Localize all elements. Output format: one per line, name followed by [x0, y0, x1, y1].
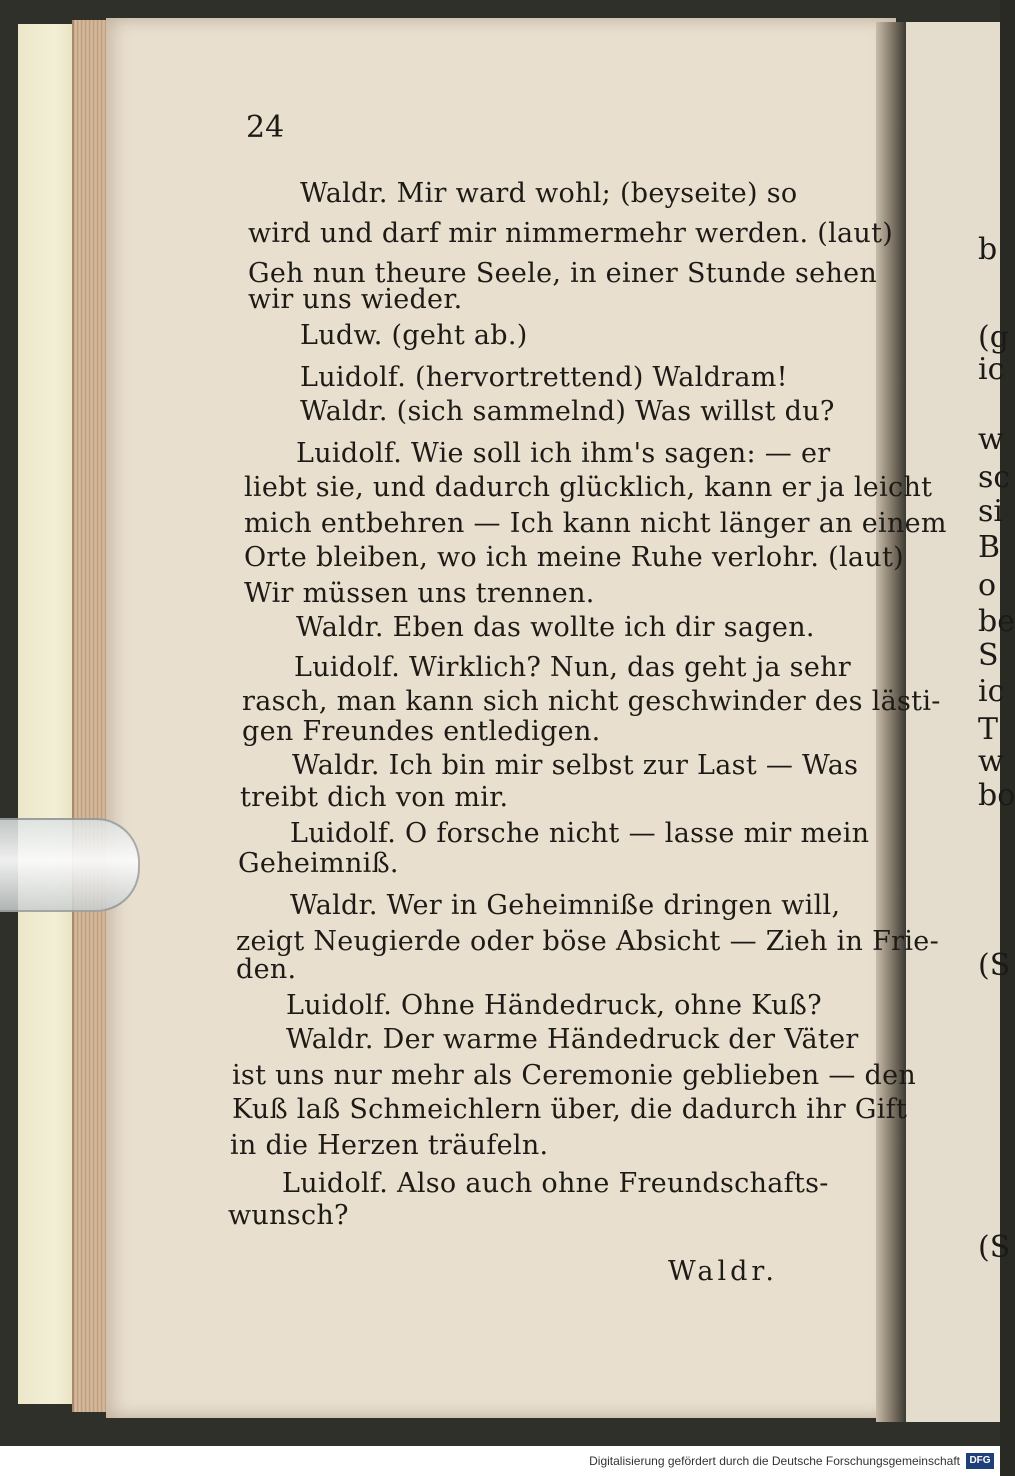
facing-page-fragment: ic: [978, 352, 1005, 387]
facing-page-fragment: T: [978, 712, 999, 747]
facing-page-fragment: sc: [978, 460, 1011, 495]
text-line: Ludw. (geht ab.): [300, 320, 528, 351]
facing-page-fragment: w: [978, 422, 1004, 457]
dfg-logo: DFG: [966, 1453, 994, 1469]
text-line: Luidolf. Ohne Händedruck, ohne Kuß?: [286, 990, 822, 1021]
text-line: zeigt Neugierde oder böse Absicht — Zieh in Frie-: [236, 926, 939, 957]
footer-bar: [0, 1446, 1000, 1476]
text-line: Waldr. Eben das wollte ich dir sagen.: [296, 612, 815, 643]
text-line: liebt sie, und dadurch glücklich, kann er ja leicht: [244, 472, 933, 503]
facing-page-fragment: be: [978, 604, 1015, 639]
text-line: Waldr. Wer in Geheimniße dringen will,: [290, 890, 841, 921]
text-line: wunsch?: [228, 1200, 349, 1231]
facing-page-fragment: S: [978, 638, 999, 673]
page-number: 24: [246, 110, 285, 145]
text-line: Luidolf. Also auch ohne Freundschafts-: [282, 1168, 829, 1199]
catchword: Waldr.: [668, 1256, 778, 1287]
text-line: den.: [236, 954, 297, 985]
text-line: Geh nun theure Seele, in einer Stunde sehen: [248, 258, 878, 289]
text-line: gen Freundes entledigen.: [242, 716, 601, 747]
text-line: ist uns nur mehr als Ceremonie geblieben — den: [232, 1060, 917, 1091]
facing-page-fragment: b: [978, 232, 998, 267]
text-line: in die Herzen träufeln.: [230, 1130, 549, 1161]
text-line: mich entbehren — Ich kann nicht länger an einem: [244, 508, 947, 539]
text-line: Kuß laß Schmeichlern über, die dadurch ihr Gift: [232, 1094, 908, 1125]
text-line: Luidolf. Wie soll ich ihm's sagen: — er: [296, 438, 831, 469]
text-line: treibt dich von mir.: [240, 782, 509, 813]
facing-page-fragment: o: [978, 568, 997, 603]
facing-page-fragment: (S: [978, 948, 1011, 983]
text-line: Waldr. Der warme Händedruck der Väter: [286, 1024, 859, 1055]
facing-page-fragment: B: [978, 530, 1001, 565]
text-line: wird und darf mir nimmermehr werden. (laut): [248, 218, 894, 249]
text-line: Waldr. (sich sammelnd) Was willst du?: [300, 396, 835, 427]
text-line: Luidolf. Wirklich? Nun, das geht ja sehr: [294, 652, 851, 683]
facing-page-fragment: si: [978, 494, 1003, 529]
funding-credit: Digitalisierung gefördert durch die Deutsche Forschungsgemeinschaft: [589, 1454, 960, 1468]
text-line: Luidolf. (hervortrettend) Waldram!: [300, 362, 788, 393]
facing-page-fragment: ic: [978, 674, 1005, 709]
text-line: Orte bleiben, wo ich meine Ruhe verlohr. (laut): [244, 542, 904, 573]
text-line: Wir müssen uns trennen.: [244, 578, 595, 609]
facing-page-fragment: bo: [978, 778, 1015, 813]
text-line: Waldr. Ich bin mir selbst zur Last — Was: [292, 750, 859, 781]
text-line: Luidolf. O forsche nicht — lasse mir mein: [290, 818, 870, 849]
facing-page-fragment: w: [978, 744, 1004, 779]
facing-page-fragment: (g: [978, 320, 1009, 355]
text-line: Waldr. Mir ward wohl; (beyseite) so: [300, 178, 798, 209]
text-line: Geheimniß.: [238, 848, 399, 879]
text-line: wir uns wieder.: [248, 284, 463, 315]
facing-page-fragment: (S: [978, 1230, 1011, 1265]
text-line: rasch, man kann sich nicht geschwinder des lästi-: [242, 686, 941, 717]
